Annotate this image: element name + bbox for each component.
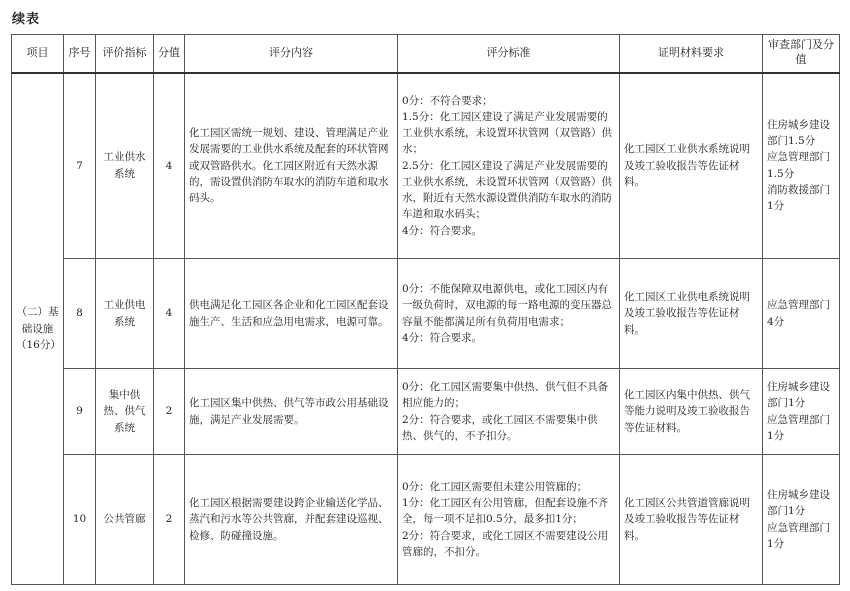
row-score: 2 (154, 369, 185, 455)
table-body (12, 73, 840, 585)
row-indicator: 公共管廊 (96, 455, 154, 585)
row-number: 8 (64, 259, 96, 369)
table-row (12, 259, 840, 369)
table-row (12, 73, 840, 259)
row-evidence: 化工园区内集中供热、供气等能力说明及竣工验收报告等佐证材料。 (620, 369, 763, 455)
row-department: 住房城乡建设部门1分 应急管理部门1分 (763, 369, 840, 455)
row-score: 4 (154, 73, 185, 259)
row-score: 4 (154, 259, 185, 369)
header-indicator: 评价指标 (96, 35, 154, 73)
group-label: （二）基础设施（16分） (12, 73, 64, 585)
header-evidence: 证明材料要求 (620, 35, 763, 73)
row-department: 住房城乡建设部门1分 应急管理部门1分 (763, 455, 840, 585)
header-department: 审查部门及分值 (763, 35, 840, 73)
row-standard: 0分：化工园区需要集中供热、供气但不具备相应能力的； 2分：符合要求，或化工园区不需要集中供热、供气的，不予扣分。 (398, 369, 620, 455)
header-score: 分值 (154, 35, 185, 73)
header-number: 序号 (64, 35, 96, 73)
table-row (12, 455, 840, 585)
row-indicator: 集中供热、供气系统 (96, 369, 154, 455)
row-indicator: 工业供水系统 (96, 73, 154, 259)
row-content: 供电满足化工园区各企业和化工园区配套设施生产、生活和应急用电需求，电源可靠。 (185, 259, 398, 369)
row-standard: 0分：不能保障双电源供电，或化工园区内有一级负荷时，双电源的每一路电源的变压器总容量不能都满足所有负荷用电需求； 4分：符合要求。 (398, 259, 620, 369)
row-department: 住房城乡建设部门1.5分 应急管理部门1.5分 消防救援部门1分 (763, 73, 840, 259)
row-standard: 0分：不符合要求； 1.5分：化工园区建设了满足产业发展需要的工业供水系统，未设置环状管网（双管路）供水； 2.5分：化工园区建设了满足产业发展需要的工业供水系统，未设置环状管网（双管路）供水，附近有天然水源设置供消防车取水的消防车道和取水码头； 4分：符合要求。 (398, 73, 620, 259)
row-score: 2 (154, 455, 185, 585)
row-number: 9 (64, 369, 96, 455)
header-project: 项目 (12, 35, 64, 73)
row-evidence: 化工园区工业供水系统说明及竣工验收报告等佐证材料。 (620, 73, 763, 259)
header-row (12, 35, 840, 73)
evaluation-table (11, 34, 840, 585)
row-content: 化工园区需统一规划、建设、管理满足产业发展需要的工业供水系统及配套的环状管网或双管路供水。化工园区附近有天然水源的，需设置供消防车取水的消防车道和取水码头。 (185, 73, 398, 259)
table-row (12, 369, 840, 455)
row-evidence: 化工园区工业供电系统说明及竣工验收报告等佐证材料。 (620, 259, 763, 369)
row-content: 化工园区根据需要建设跨企业输送化学品、蒸汽和污水等公共管廊，并配套建设巡视、检修、防碰撞设施。 (185, 455, 398, 585)
row-number: 7 (64, 73, 96, 259)
header-content: 评分内容 (185, 35, 398, 73)
row-number: 10 (64, 455, 96, 585)
row-indicator: 工业供电系统 (96, 259, 154, 369)
row-evidence: 化工园区公共管道管廊说明及竣工验收报告等佐证材料。 (620, 455, 763, 585)
row-department: 应急管理部门4分 (763, 259, 840, 369)
row-standard: 0分：化工园区需要但未建公用管廊的； 1分：化工园区有公用管廊，但配套设施不齐全，每一项不足扣0.5分，最多扣1分； 2分：符合要求，或化工园区不需要建设公用管廊的，不扣分。 (398, 455, 620, 585)
table-caption: 续表 (12, 12, 41, 27)
header-standard: 评分标准 (398, 35, 620, 73)
row-content: 化工园区集中供热、供气等市政公用基础设施，满足产业发展需要。 (185, 369, 398, 455)
